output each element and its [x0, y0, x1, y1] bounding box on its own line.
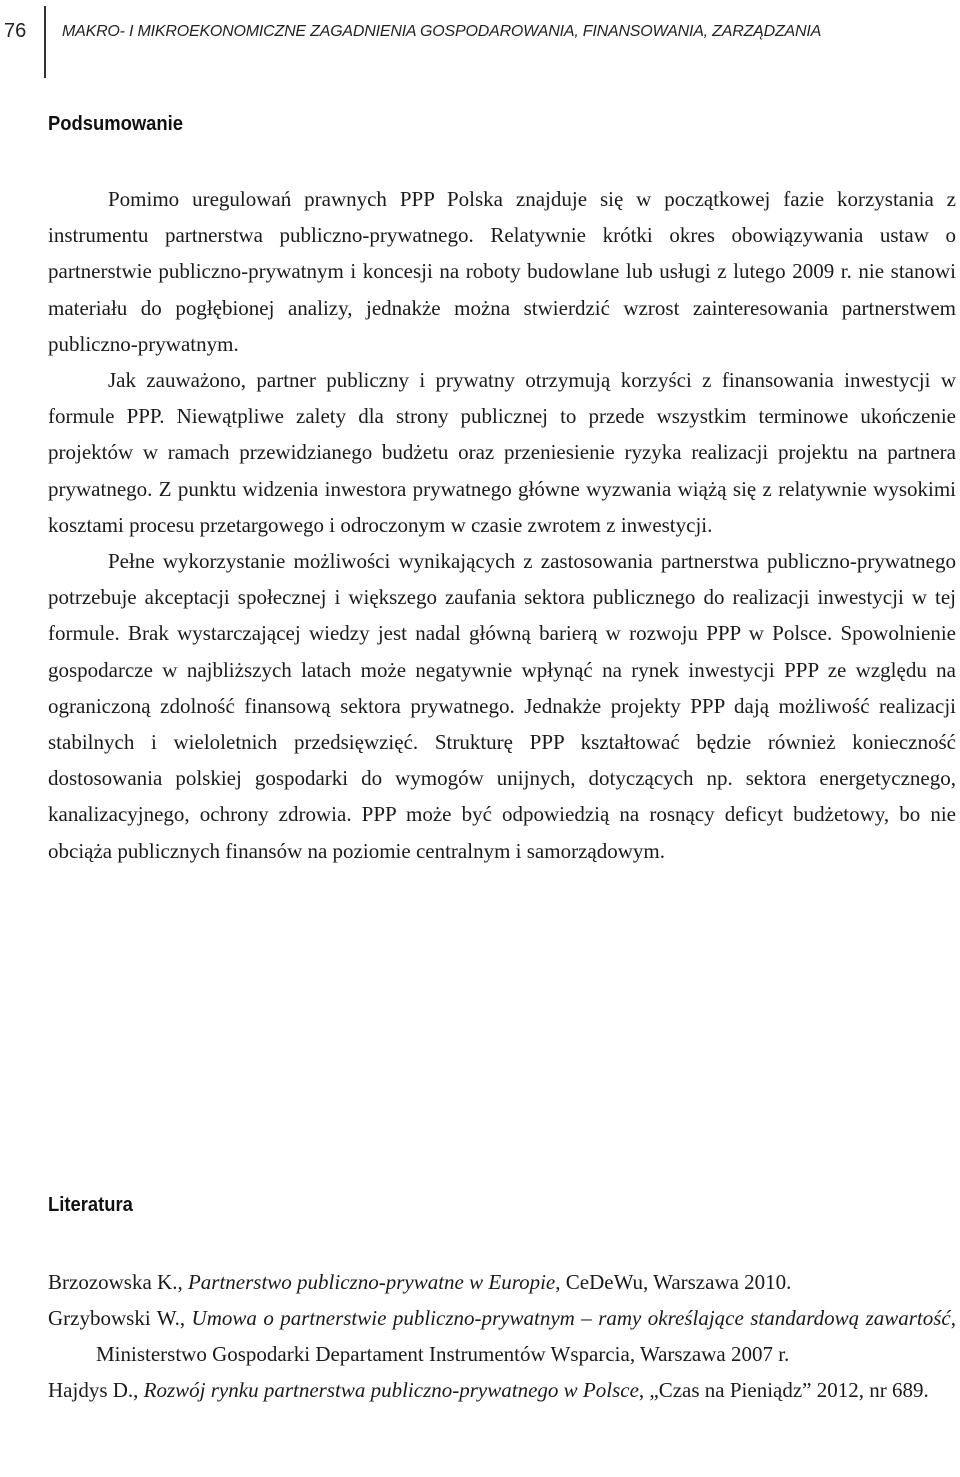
- header-divider: [44, 6, 46, 78]
- reference-publisher: , Ministerstwo Gospodarki Departament Instrumentów Wsparcia, Warszawa 2007 r.: [96, 1306, 957, 1366]
- reference-list: [48, 1264, 956, 1408]
- reference-item: Grzybowski W., Umowa o partnerstwie publiczno-prywatnym – ramy określające standardową zawartość, Ministerstwo Gospodarki Departament Instrumentów Wsparcia, Warszawa 2007 r.: [48, 1306, 957, 1366]
- running-head: MAKRO- I MIKROEKONOMICZNE ZAGADNIENIA GOSPODAROWANIA, FINANSOWANIA, ZARZĄDZANIA: [62, 23, 822, 40]
- section-heading-summary: Podsumowanie: [48, 113, 183, 135]
- page-number: 76: [4, 20, 27, 42]
- reference-author: Hajdys D.: [48, 1378, 134, 1402]
- reference-author: Grzybowski W.: [48, 1306, 180, 1330]
- section-heading-literature: Literatura: [48, 1194, 133, 1216]
- reference-publisher: , CeDeWu, Warszawa 2010.: [555, 1270, 792, 1294]
- summary-paragraph-1: Pomimo uregulowań prawnych PPP Polska znajduje się w początkowej fazie korzystania z instrumentu partnerstwa publiczno-prywatnego. Relatywnie krótki okres obowiązywania ustaw o partnerstwie publiczno-prywatnym i koncesji na roboty budowlane lub usługi z lutego 2009 r. nie stanowi materiału do pogłębionej analizy, jednakże można stwierdzić wzrost zainteresowania partnerstwem publiczno-prywatnym.: [48, 187, 956, 356]
- reference-item: Brzozowska K., Partnerstwo publiczno-prywatne w Europie, CeDeWu, Warszawa 2010.: [48, 1270, 792, 1294]
- reference-publisher: , „Czas na Pieniądz” 2012, nr 689.: [638, 1378, 929, 1402]
- reference-title: Umowa o partnerstwie publiczno-prywatnym – ramy określające standardową zawartość: [191, 1306, 951, 1330]
- summary-paragraph-3: Pełne wykorzystanie możliwości wynikających z zastosowania partnerstwa publiczno-prywatnego potrzebuje akceptacji społecznej i większego zaufania sektora publicznego do realizacji inwestycji w tej formule. Brak wystarczającej wiedzy jest nadal główną barierą w rozwoju PPP w Polsce. Spowolnienie gospodarcze w najbliższych latach może negatywnie wpłynąć na rynek inwestycji PPP ze względu na ograniczoną zdolność finansową sektora prywatnego. Jednakże projekty PPP dają możliwość realizacji stabilnych i wieloletnich przedsięwzięć. Strukturę PPP kształtować będzie również konieczność dostosowania polskiej gospodarki do wymogów unijnych, dotyczących np. sektora energetycznego, kanalizacyjnego, ochrony zdrowia. PPP może być odpowiedzią na rosnący deficyt budżetowy, bo nie obciąża publicznych finansów na poziomie centralnym i samorządowym.: [48, 549, 956, 863]
- summary-body: [48, 181, 956, 869]
- page-header: [0, 0, 960, 80]
- reference-author: Brzozowska K.: [48, 1270, 178, 1294]
- reference-title: Partnerstwo publiczno-prywatne w Europie: [187, 1270, 556, 1294]
- reference-item: Hajdys D., Rozwój rynku partnerstwa publiczno-prywatnego w Polsce, „Czas na Pieniądz” 2012, nr 689.: [48, 1378, 929, 1402]
- reference-title: Rozwój rynku partnerstwa publiczno-prywatnego w Polsce: [143, 1378, 639, 1402]
- summary-paragraph-2: Jak zauważono, partner publiczny i prywatny otrzymują korzyści z finansowania inwestycji w formule PPP. Niewątpliwe zalety dla strony publicznej to przede wszystkim terminowe ukończenie projektów w ramach przewidzianego budżetu oraz przeniesienie ryzyka realizacji projektu na partnera prywatnego. Z punktu widzenia inwestora prywatnego główne wyzwania wiążą się z relatywnie wysokimi kosztami procesu przetargowego i odroczonym w czasie zwrotem z inwestycji.: [48, 368, 956, 537]
